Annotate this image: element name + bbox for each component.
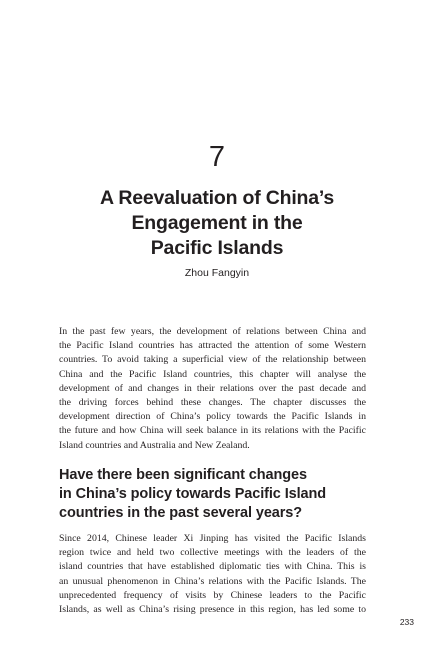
- abstract-line: development direction of China’s policy towards the Pacific Islands in: [59, 411, 366, 423]
- body-line: an unusual phenomenon in China’s relations with the Pacific Islands. The: [59, 575, 366, 587]
- body-line: Since 2014, Chinese leader Xi Jinping has visited the Pacific Islands: [59, 533, 366, 544]
- abstract-line: Island countries and Australia and New Zealand.: [59, 439, 250, 451]
- abstract-paragraph: [59, 325, 366, 453]
- abstract-line: the driving forces behind these changes. The chapter discusses the: [59, 396, 366, 408]
- body-paragraph: [59, 532, 366, 617]
- abstract-line: China and the Pacific Island countries, this chapter will analyse the: [59, 368, 366, 380]
- body-line: Islands, as well as China’s rising presence in this region, has led some to: [59, 603, 366, 615]
- page-number: 233: [399, 617, 414, 627]
- section-heading-line: in China’s policy towards Pacific Island: [59, 486, 327, 502]
- abstract-line: the Pacific Island countries has attracted the attention of some Western: [59, 340, 366, 352]
- chapter-title: [0, 186, 434, 261]
- abstract-line: In the past few years, the development of relations between China and: [59, 326, 366, 337]
- section-heading-line: countries in the past several years?: [59, 505, 303, 521]
- author-name: Zhou Fangyin: [184, 267, 250, 279]
- chapter-title-line: Pacific Islands: [150, 237, 284, 259]
- chapter-number: 7: [208, 141, 226, 173]
- section-heading: [59, 466, 379, 523]
- body-line: region twice and held two collective meetings with the leaders of the: [59, 547, 366, 559]
- section-heading-line: Have there been significant changes: [59, 467, 307, 483]
- abstract-line: the future and how China will seek balance in its relations with the Pacific: [59, 425, 366, 437]
- abstract-line: countries. To avoid taking a superficial view of the relationship between: [59, 354, 366, 366]
- chapter-title-line: A Reevaluation of China’s: [99, 187, 335, 209]
- body-line: island countries that have established diplomatic ties with China. This is: [59, 561, 366, 573]
- chapter-title-line: Engagement in the: [131, 212, 303, 234]
- body-line: unprecedented frequency of visits by Chinese leaders to the Pacific: [59, 589, 366, 601]
- abstract-line: development of and changes in their relations over the past decade and: [59, 382, 366, 394]
